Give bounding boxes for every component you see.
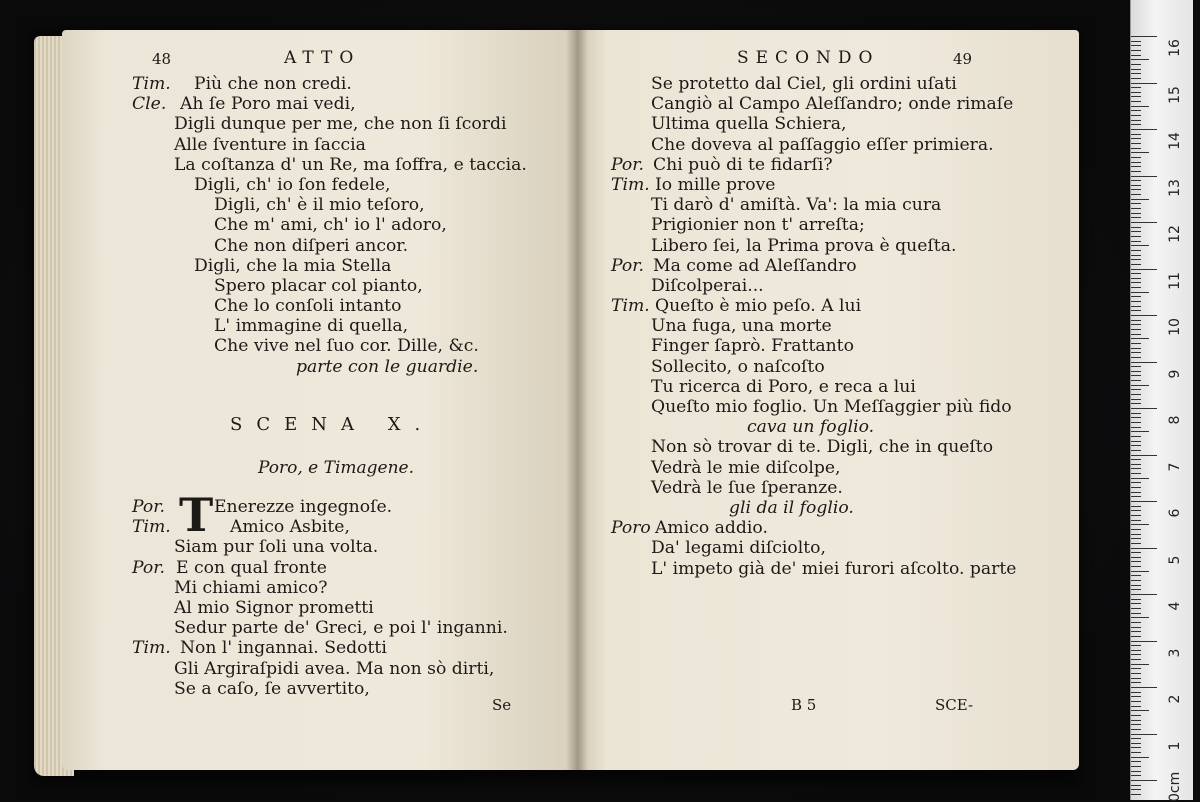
ruler-tick	[1131, 724, 1141, 725]
ruler-tick	[1131, 478, 1149, 479]
ruler-tick	[1131, 231, 1141, 232]
left-catchword: Se	[492, 696, 512, 714]
ruler-tick	[1131, 255, 1141, 256]
verse-line: Non sò trovar di te. Digli, che in queſto	[651, 437, 994, 458]
ruler-tick	[1131, 338, 1149, 339]
ruler-tick	[1131, 87, 1141, 88]
ruler-tick	[1131, 445, 1141, 446]
ruler-tick	[1131, 50, 1141, 51]
ruler-tick	[1131, 59, 1149, 60]
verse-line: Diſcolperai...	[651, 275, 764, 296]
ruler-tick	[1131, 334, 1141, 335]
ruler-tick	[1131, 162, 1141, 163]
ruler-tick	[1131, 482, 1141, 483]
ruler-tick	[1131, 375, 1141, 376]
ruler-tick	[1131, 269, 1157, 270]
ruler-tick	[1131, 362, 1157, 363]
ruler-tick	[1131, 185, 1141, 186]
ruler-tick	[1131, 278, 1141, 279]
right-running-head: SECONDO	[737, 48, 880, 68]
ruler-tick	[1131, 459, 1141, 460]
stage-direction: parte con le guardie.	[296, 356, 479, 377]
ruler-tick	[1131, 343, 1141, 344]
verse-line: Spero placar col pianto,	[214, 275, 423, 296]
ruler-tick	[1131, 506, 1141, 507]
ruler-tick	[1131, 110, 1141, 111]
ruler-tick	[1131, 315, 1157, 316]
ruler-tick	[1131, 734, 1157, 735]
verse-line: Tim. Più che non credi.	[132, 74, 352, 94]
book-gutter	[566, 30, 588, 770]
verse-line: Libero ſei, la Prima prova è queſta.	[651, 235, 957, 256]
ruler-tick	[1131, 36, 1157, 37]
ruler-tick	[1131, 389, 1141, 390]
ruler-tick	[1131, 789, 1141, 790]
ruler-tick	[1131, 594, 1157, 595]
verse-line: Che vive nel ſuo cor. Dille, &c.	[214, 336, 479, 357]
ruler-tick	[1131, 473, 1141, 474]
ruler-label: 1	[1167, 741, 1183, 750]
ruler-tick	[1131, 585, 1141, 586]
verse-line: Prigionier non t' arreſta;	[651, 215, 865, 236]
ruler-tick	[1131, 259, 1141, 260]
ruler-tick	[1131, 385, 1149, 386]
ruler-tick	[1131, 436, 1141, 437]
ruler-tick	[1131, 529, 1141, 530]
verse-line: Tim. Amico Asbite,	[132, 517, 350, 538]
verse-line: Por. Chi può di te fidarſi?	[611, 154, 833, 175]
ruler-tick	[1131, 208, 1141, 209]
ruler-tick	[1131, 241, 1141, 242]
ruler-tick	[1131, 371, 1141, 372]
left-running-head: ATTO	[284, 48, 361, 68]
verse-line: L' impeto già de' miei furori aſcolto. parte	[651, 558, 1017, 579]
ruler-tick	[1131, 738, 1141, 739]
ruler-label: 15	[1167, 85, 1183, 104]
verse-line: Mi chiami amico?	[174, 577, 328, 598]
verse-line: La coſtanza d' un Re, ma ſoffra, e taccia.	[174, 154, 527, 175]
ruler-tick	[1131, 701, 1141, 702]
ruler-tick	[1131, 664, 1149, 665]
ruler-tick	[1131, 282, 1141, 283]
right-catchword: SCE-	[935, 696, 974, 714]
verse-line: Por. Ma come ad Aleſſandro	[611, 255, 857, 276]
verse-line: Se protetto dal Ciel, gli ordini uſati	[651, 74, 957, 94]
verse-line: Digli, ch' io ſon fedele,	[194, 174, 391, 195]
ruler-tick	[1131, 520, 1141, 521]
measuring-ruler	[1130, 0, 1193, 800]
ruler-tick	[1131, 729, 1141, 730]
ruler-tick	[1131, 552, 1141, 553]
ruler-tick	[1131, 124, 1141, 125]
right-page-number: 49	[953, 50, 973, 68]
ruler-tick	[1131, 455, 1157, 456]
ruler-tick	[1131, 696, 1141, 697]
ruler-tick	[1131, 96, 1141, 97]
ruler-tick	[1131, 641, 1157, 642]
ruler-tick	[1131, 306, 1141, 307]
ruler-tick	[1131, 571, 1149, 572]
ruler-tick	[1131, 129, 1157, 130]
verse-line: Ti darò d' amiſtà. Va': la mia cura	[651, 195, 942, 216]
ruler-tick	[1131, 645, 1141, 646]
ruler-tick	[1131, 450, 1141, 451]
ruler-tick	[1131, 794, 1141, 795]
ruler-tick	[1131, 120, 1141, 121]
ruler-tick	[1131, 301, 1141, 302]
ruler-label: 13	[1167, 178, 1183, 197]
ruler-tick	[1131, 747, 1141, 748]
ruler-tick	[1131, 487, 1141, 488]
verse-line: Digli dunque per me, che non ſi ſcordi	[174, 114, 507, 135]
ruler-tick	[1131, 785, 1141, 786]
ruler-tick	[1131, 743, 1141, 744]
ruler-tick	[1131, 757, 1149, 758]
ruler-tick	[1131, 189, 1141, 190]
ruler-tick	[1131, 636, 1141, 637]
ruler-tick	[1131, 501, 1157, 502]
verse-line: Tu ricerca di Poro, e reca a lui	[651, 376, 916, 397]
left-page-number: 48	[152, 50, 172, 68]
verse-line: Por. Enerezze ingegnoſe.	[132, 497, 393, 517]
ruler-tick	[1131, 780, 1157, 781]
ruler-tick	[1131, 761, 1141, 762]
ruler-tick	[1131, 496, 1141, 497]
ruler-label: 16	[1167, 39, 1183, 57]
ruler-tick	[1131, 771, 1141, 772]
verse-line: Cangiò al Campo Aleſſandro; onde rimaſe	[651, 94, 1014, 115]
ruler-tick	[1131, 287, 1141, 288]
ruler-tick	[1131, 654, 1141, 655]
verse-line: Da' legami diſciolto,	[651, 538, 826, 559]
verse-line: Al mio Signor prometti	[174, 597, 374, 618]
verse-line: Digli, ch' è il mio teſoro,	[214, 195, 425, 216]
ruler-tick	[1131, 650, 1141, 651]
ruler-tick	[1131, 213, 1141, 214]
ruler-label: 12	[1167, 225, 1183, 243]
ruler-tick	[1131, 631, 1141, 632]
ruler-tick	[1131, 752, 1141, 753]
ruler-tick	[1131, 394, 1141, 395]
ruler-tick	[1131, 580, 1141, 581]
ruler-tick	[1131, 329, 1141, 330]
verse-line: Queſto mio foglio. Un Meſſaggier più fido	[651, 397, 1012, 417]
verse-line: Se a caſo, ſe avvertito,	[174, 678, 370, 699]
verse-line: Cle. Ah ſe Poro mai vedi,	[132, 94, 356, 115]
ruler-tick	[1131, 720, 1141, 721]
scene-title: SCENA X.	[230, 414, 435, 435]
ruler-label: 5	[1167, 555, 1183, 564]
ruler-tick	[1131, 69, 1141, 70]
ruler-tick	[1131, 622, 1141, 623]
verse-line: Vedrà le mie diſcolpe,	[651, 457, 841, 478]
ruler-tick	[1131, 236, 1141, 237]
ruler-tick	[1131, 492, 1141, 493]
ruler-label: 14	[1167, 132, 1183, 150]
verse-line: Che non diſperi ancor.	[214, 235, 409, 256]
ruler-tick	[1131, 320, 1141, 321]
ruler-tick	[1131, 138, 1141, 139]
ruler-tick	[1131, 250, 1141, 251]
ruler-tick	[1131, 561, 1141, 562]
ruler-tick	[1131, 692, 1141, 693]
verse-line: Che lo conſoli intanto	[214, 296, 402, 317]
verse-line: Una fuga, una morte	[651, 316, 832, 337]
ruler-tick	[1131, 399, 1141, 400]
ruler-tick	[1131, 464, 1141, 465]
ruler-label: 4	[1167, 601, 1183, 611]
ruler-tick	[1131, 603, 1141, 604]
ruler-label: 11	[1167, 271, 1183, 290]
verse-line: Che doveva al paſſaggio eſſer primiera.	[651, 134, 994, 155]
ruler-tick	[1131, 710, 1149, 711]
ruler-tick	[1131, 134, 1141, 135]
ruler-tick	[1131, 171, 1141, 172]
ruler-tick	[1131, 566, 1141, 567]
left-page	[62, 30, 577, 770]
ruler-tick	[1131, 264, 1141, 265]
verse-line: Ultima quella Schiera,	[651, 114, 847, 135]
ruler-tick	[1131, 157, 1141, 158]
ruler-label: 9	[1167, 369, 1183, 378]
ruler-tick	[1131, 599, 1141, 600]
ruler-tick	[1131, 589, 1141, 590]
ruler-tick	[1131, 422, 1141, 423]
ruler-tick	[1131, 515, 1141, 516]
signature-mark: B 5	[791, 696, 817, 714]
ruler-tick	[1131, 73, 1141, 74]
ruler-tick	[1131, 366, 1141, 367]
left-text-block	[132, 74, 572, 377]
ruler-tick	[1131, 92, 1141, 93]
verse-line: Sedur parte de' Greci, e poi l' inganni.	[174, 618, 508, 639]
ruler-tick	[1131, 176, 1157, 177]
verse-line: L' immagine di quella,	[214, 316, 409, 337]
verse-line: Vedrà le ſue ſperanze.	[651, 477, 843, 498]
ruler-tick	[1131, 775, 1141, 776]
ruler-label: 3	[1167, 648, 1183, 657]
ruler-tick	[1131, 538, 1141, 539]
left-text-block-2	[132, 497, 572, 699]
verse-line: Digli, che la mia Stella	[194, 255, 392, 276]
ruler-tick	[1131, 715, 1141, 716]
ruler-tick	[1131, 296, 1141, 297]
ruler-tick	[1131, 524, 1149, 525]
ruler-tick	[1131, 148, 1141, 149]
ruler-tick	[1131, 64, 1141, 65]
ruler-tick	[1131, 673, 1141, 674]
ruler-label: 2	[1167, 694, 1183, 704]
ruler-tick	[1131, 357, 1141, 358]
ruler-tick	[1131, 352, 1141, 353]
ruler-tick	[1131, 659, 1141, 660]
verse-line: Alle ſventure in ſaccia	[174, 134, 366, 155]
verse-line: Gli Argiraſpidi avea. Ma non sò dirti,	[174, 658, 495, 679]
ruler-tick	[1131, 203, 1141, 204]
ruler-tick	[1131, 273, 1141, 274]
verse-line: Tim. Queſto è mio peſo. A lui	[611, 296, 862, 317]
ruler-tick	[1131, 417, 1141, 418]
ruler-tick	[1131, 194, 1141, 195]
ruler-tick	[1131, 166, 1141, 167]
ruler-label: 8	[1167, 415, 1183, 425]
ruler-tick	[1131, 678, 1141, 679]
ruler-label: 0cm	[1167, 771, 1183, 802]
ruler-tick	[1131, 575, 1141, 576]
ruler-tick	[1131, 292, 1149, 293]
ruler-tick	[1131, 101, 1141, 102]
ruler-tick	[1131, 199, 1149, 200]
ruler-tick	[1131, 55, 1141, 56]
ruler-tick	[1131, 217, 1141, 218]
ruler-tick	[1131, 180, 1141, 181]
ruler-tick	[1131, 413, 1141, 414]
ruler-tick	[1131, 348, 1141, 349]
ruler-tick	[1131, 83, 1157, 84]
ruler-tick	[1131, 380, 1141, 381]
stage-direction: gli da il foglio.	[729, 497, 854, 518]
ruler-tick	[1131, 408, 1157, 409]
ruler-label: 10	[1167, 318, 1183, 336]
ruler-label: 7	[1167, 462, 1183, 471]
ruler-tick	[1131, 143, 1141, 144]
ruler-tick	[1131, 431, 1149, 432]
ruler-tick	[1131, 613, 1141, 614]
scene-persons: Poro, e Timagene.	[258, 458, 415, 478]
drop-cap: T	[179, 488, 214, 542]
stage-direction: cava un foglio.	[747, 417, 875, 438]
ruler-tick	[1131, 608, 1141, 609]
ruler-tick	[1131, 222, 1157, 223]
ruler-tick	[1131, 441, 1141, 442]
ruler-tick	[1131, 41, 1141, 42]
ruler-tick	[1131, 468, 1141, 469]
ruler-tick	[1131, 706, 1141, 707]
ruler-tick	[1131, 427, 1141, 428]
verse-line: Finger ſaprò. Frattanto	[651, 336, 854, 357]
verse-line: Poro Amico addio.	[611, 518, 768, 539]
verse-line: Tim. Io mille prove	[611, 174, 776, 195]
verse-line: Tim. Non l' ingannai. Sedotti	[132, 638, 387, 659]
ruler-tick	[1131, 310, 1141, 311]
ruler-tick	[1131, 245, 1149, 246]
ruler-tick	[1131, 510, 1141, 511]
ruler-tick	[1131, 682, 1141, 683]
ruler-tick	[1131, 78, 1141, 79]
ruler-tick	[1131, 106, 1149, 107]
ruler-tick	[1131, 534, 1141, 535]
ruler-tick	[1131, 543, 1141, 544]
ruler-tick	[1131, 668, 1141, 669]
ruler-tick	[1131, 45, 1141, 46]
verse-line: Siam pur ſoli una volta.	[174, 537, 379, 558]
verse-line: Por. E con qual fronte	[132, 557, 327, 578]
ruler-tick	[1131, 548, 1157, 549]
ruler-tick	[1131, 403, 1141, 404]
ruler-tick	[1131, 152, 1149, 153]
right-page	[577, 30, 1079, 770]
ruler-tick	[1131, 227, 1141, 228]
verse-line: Sollecito, o naſcoſto	[651, 356, 825, 377]
ruler-tick	[1131, 115, 1141, 116]
ruler-tick	[1131, 324, 1141, 325]
ruler-tick	[1131, 687, 1157, 688]
ruler-tick	[1131, 627, 1141, 628]
ruler-label: 6	[1167, 508, 1183, 518]
verse-line: Che m' ami, ch' io l' adoro,	[214, 215, 447, 236]
ruler-tick	[1131, 617, 1149, 618]
ruler-tick	[1131, 557, 1141, 558]
ruler-tick	[1131, 766, 1141, 767]
right-text-block	[611, 74, 1061, 579]
